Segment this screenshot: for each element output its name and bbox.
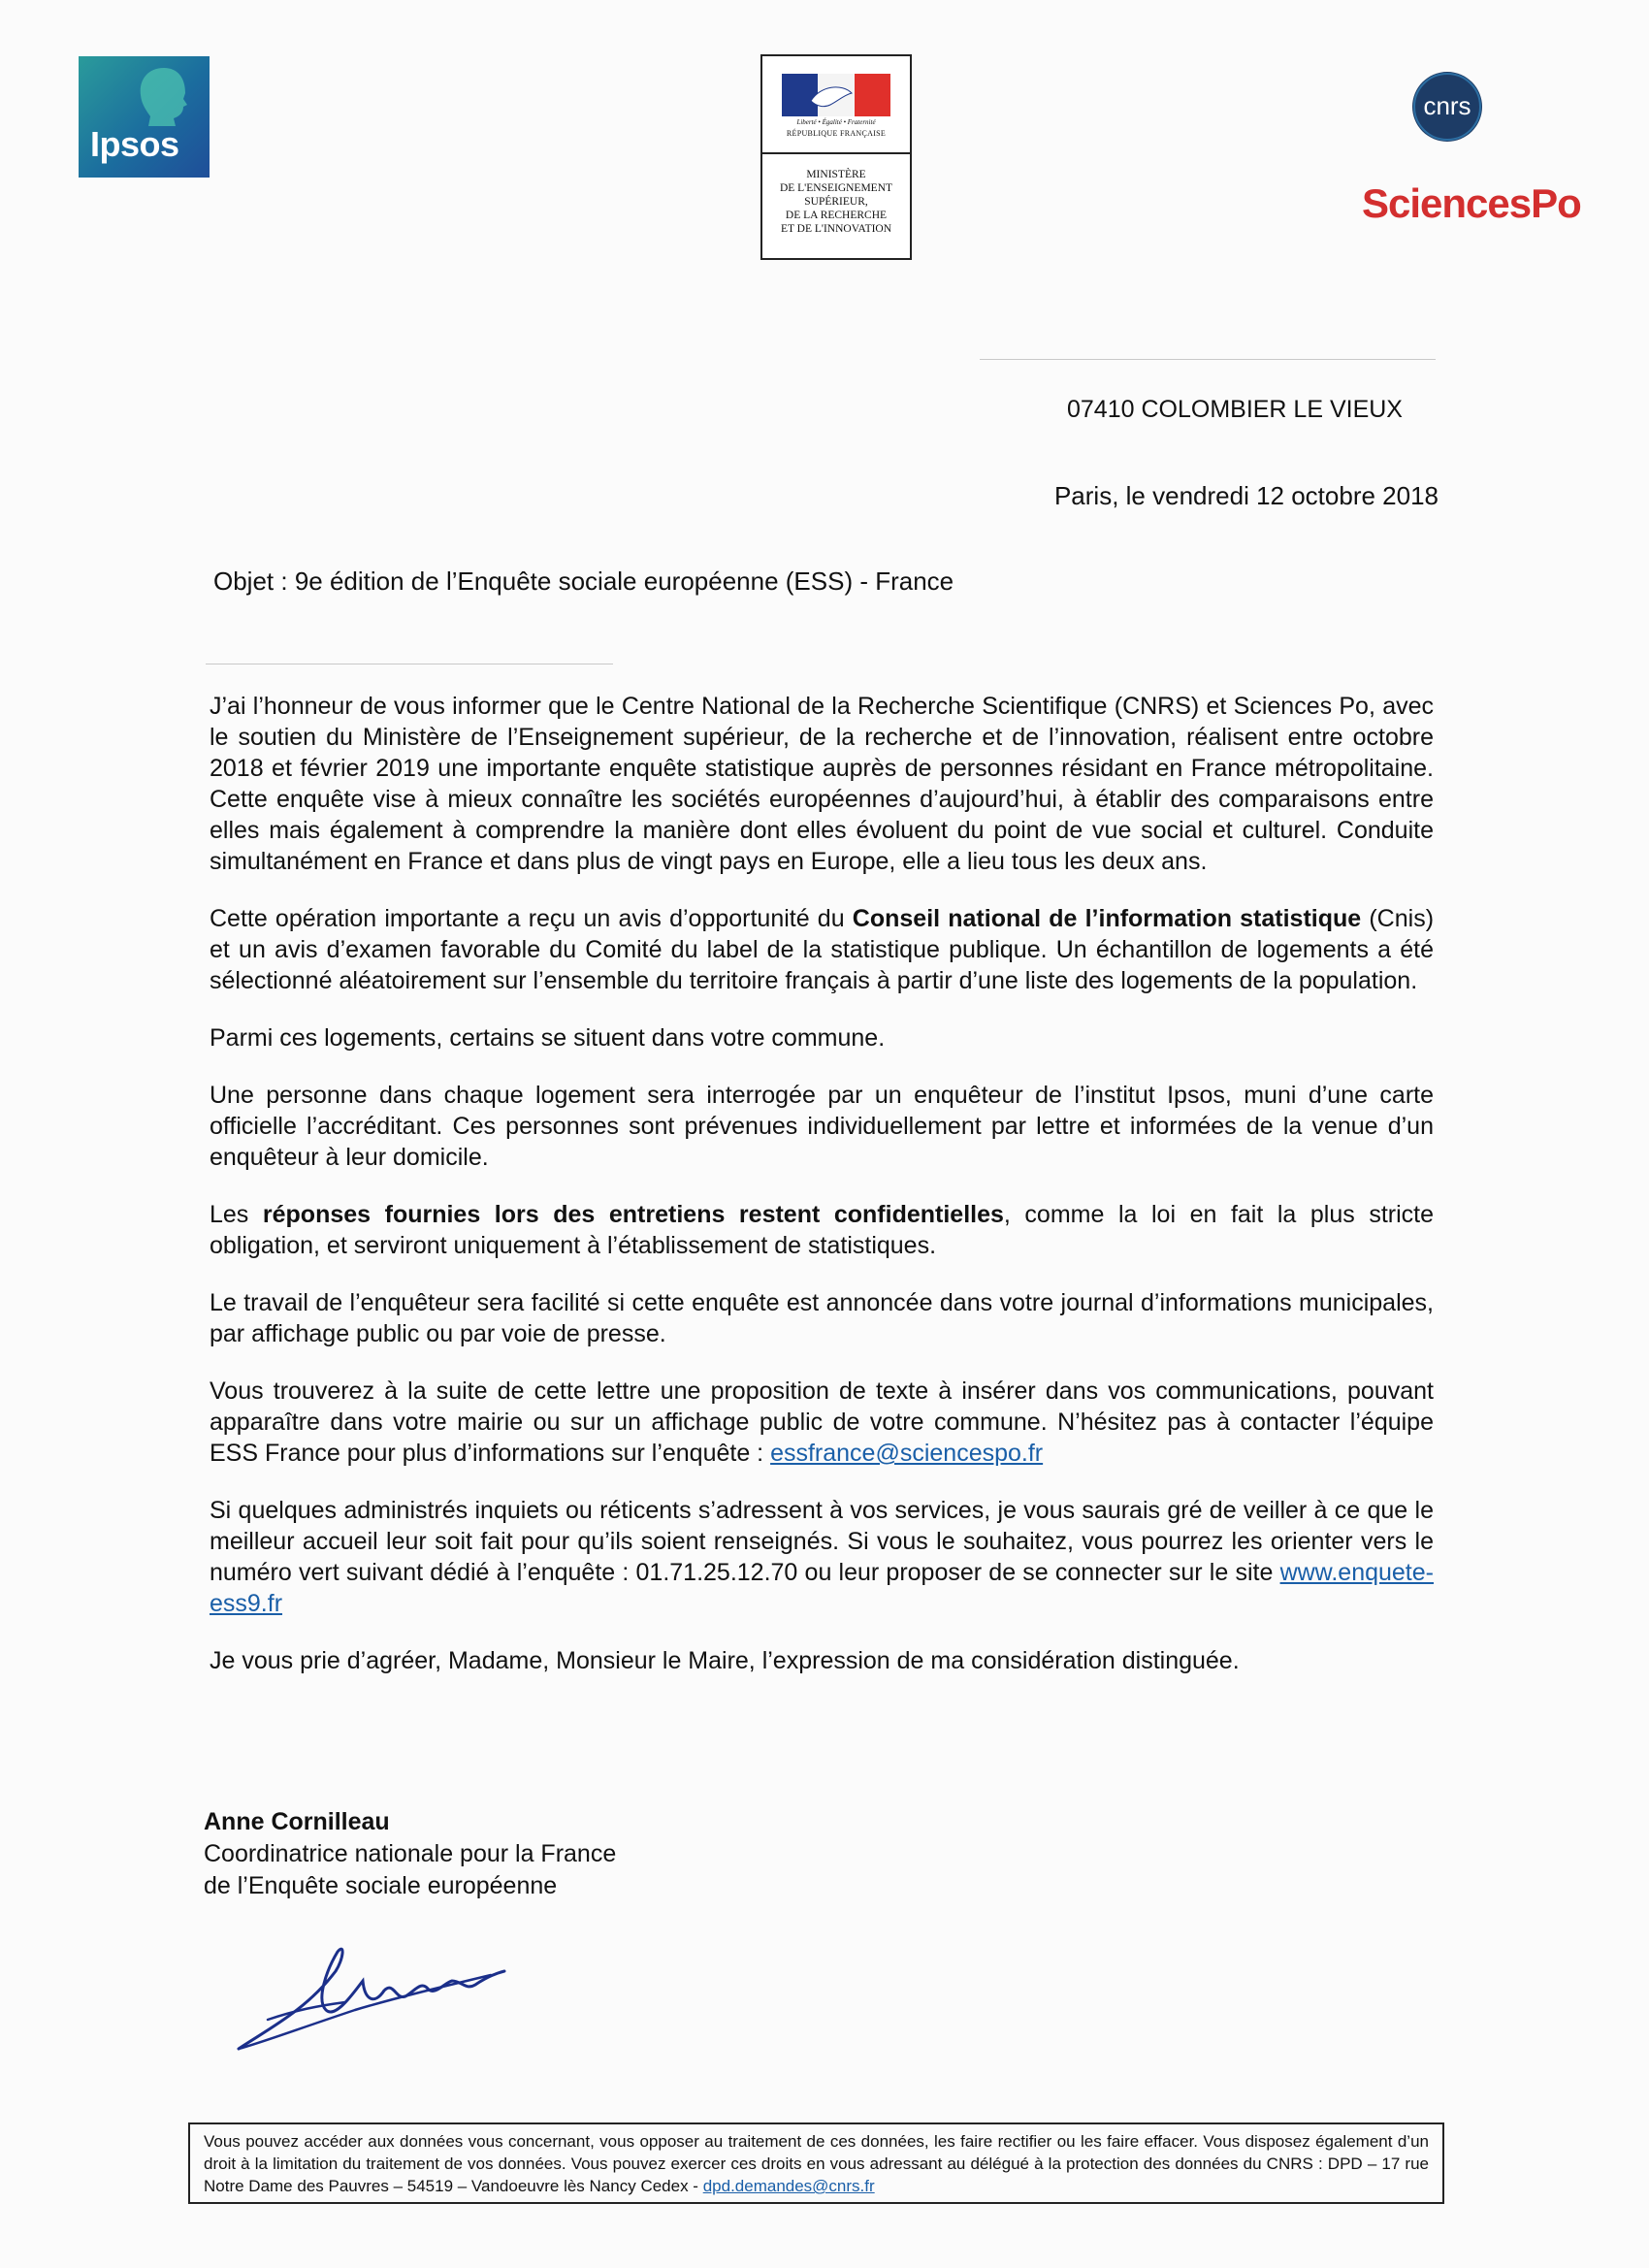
redaction-mark: [980, 359, 1436, 360]
letter-subject: Objet : 9e édition de l’Enquête sociale européenne (ESS) - France: [213, 567, 954, 596]
paragraph-7: Vous trouverez à la suite de cette lettre une proposition de texte à insérer dans vos communications, pouvant apparaître dans votre mairie ou sur un affichage public de votre commune. N’hésitez pas à contacter l’équipe ESS France pour plus d’informations sur l’enquête : essfrance@sciencespo.fr: [210, 1377, 1434, 1467]
ministere-logo: [760, 54, 912, 260]
ipsos-wordmark: Ipsos: [90, 124, 179, 164]
ess-website-link[interactable]: www.enquete-ess9.fr: [210, 1559, 1434, 1617]
dpd-email-link[interactable]: dpd.demandes@cnrs.fr: [702, 2177, 875, 2195]
sciencespo-logo: SciencesPo: [1362, 180, 1581, 226]
republique-francaise-label: RÉPUBLIQUE FRANÇAISE: [786, 129, 887, 138]
paragraph-9: Je vous prie d’agréer, Madame, Monsieur le Maire, l’expression de ma considération distinguée.: [210, 1647, 1240, 1674]
ministere-divider: [762, 152, 910, 154]
cnrs-wordmark: cnrs: [1423, 91, 1471, 120]
paragraph-6: Le travail de l’enquêteur sera facilité si cette enquête est annoncée dans votre journal d’informations municipales, par affichage public ou par voie de presse.: [210, 1289, 1434, 1347]
paragraph-8: Si quelques administrés inquiets ou réticents s’adressent à vos services, je vous saurais gré de veiller à ce que le meilleur accueil leur soit fait pour qu’ils soient renseignés. Si vous le souhaitez, vous pourrez les orienter vers le numéro vert suivant dédié à l’enquête : 01.71.25.12.70 ou leur proposer de se connecter sur le site www.enquete-ess9.fr: [210, 1497, 1434, 1617]
ministere-name: MINISTÈRE DE L'ENSEIGNEMENT SUPÉRIEUR, DE LA RECHERCHE ET DE L'INNOVATION: [779, 169, 893, 235]
cnrs-logo: [1410, 70, 1484, 144]
signatory-title-1: Coordinatrice nationale pour la France: [204, 1840, 617, 1867]
paragraph-1: J’ai l’honneur de vous informer que le Centre National de la Recherche Scientifique (CNRS) et Sciences Po, avec le soutien du Ministère de l’Enseignement supérieur, de la recherche et de l’innovation, réalisent entre octobre 2018 et février 2019 une importante enquête statistique auprès de personnes résidant en France métropolitaine. Cette enquête vise à mieux connaître les sociétés européennes d’aujourd’hui, à établir des comparaisons entre elles mais également à comprendre la manière dont elles évoluent du point de vue social et culturel. Conduite simultanément en France et dans plus de vingt pays en Europe, elle a lieu tous les deux ans.: [210, 693, 1434, 875]
paragraph-3: Parmi ces logements, certains se situent dans votre commune.: [210, 1024, 886, 1052]
signatory-block: [204, 1806, 616, 1902]
handwritten-signature: [229, 1913, 510, 2058]
signatory-name: Anne Cornilleau: [204, 1808, 390, 1835]
republique-devise: Liberté • Égalité • Fraternité: [796, 118, 876, 126]
signatory-title-2: de l’Enquête sociale européenne: [204, 1872, 558, 1899]
ess-email-link[interactable]: essfrance@sciencespo.fr: [770, 1440, 1044, 1467]
letter-body: [210, 691, 1434, 1702]
letter-date: Paris, le vendredi 12 octobre 2018: [1053, 481, 1439, 510]
recipient-city: 07410 COLOMBIER LE VIEUX: [1067, 396, 1403, 423]
paragraph-2: Cette opération importante a reçu un avis d’opportunité du Conseil national de l’information statistique (Cnis) et un avis d’examen favorable du Comité du label de la statistique publique. Un échantillon de logements a été sélectionné aléatoirement sur l’ensemble du territoire français à partir d’une liste des logements de la population.: [210, 905, 1435, 994]
ipsos-head-icon: [125, 62, 203, 130]
ipsos-logo: [79, 56, 210, 178]
paragraph-5: Les réponses fournies lors des entretiens restent confidentielles, comme la loi en fait la plus stricte obligation, et serviront uniquement à l’établissement de statistiques.: [210, 1201, 1434, 1259]
paragraph-4: Une personne dans chaque logement sera interrogée par un enquêteur de l’institut Ipsos, muni d’une carte officielle l’accréditant. Ces personnes sont prévenues individuellement par lettre et informées de la venue d’un enquêteur à leur domicile.: [210, 1082, 1434, 1171]
data-protection-notice: Vous pouvez accéder aux données vous concernant, vous opposer au traitement de ces données, les faire rectifier ou les faire effacer. Vous disposez également d’un droit à la limitation du traitement de vos données. Vous pouvez exercer ces droits en vous adressant au délégué à la protection des données du CNRS : DPD – 17 rue Notre Dame des Pauvres – 54519 – Vandoeuvre lès Nancy Cedex - dpd.demandes@cnrs.fr: [188, 2122, 1444, 2204]
marianne-flag-icon: [782, 74, 890, 116]
